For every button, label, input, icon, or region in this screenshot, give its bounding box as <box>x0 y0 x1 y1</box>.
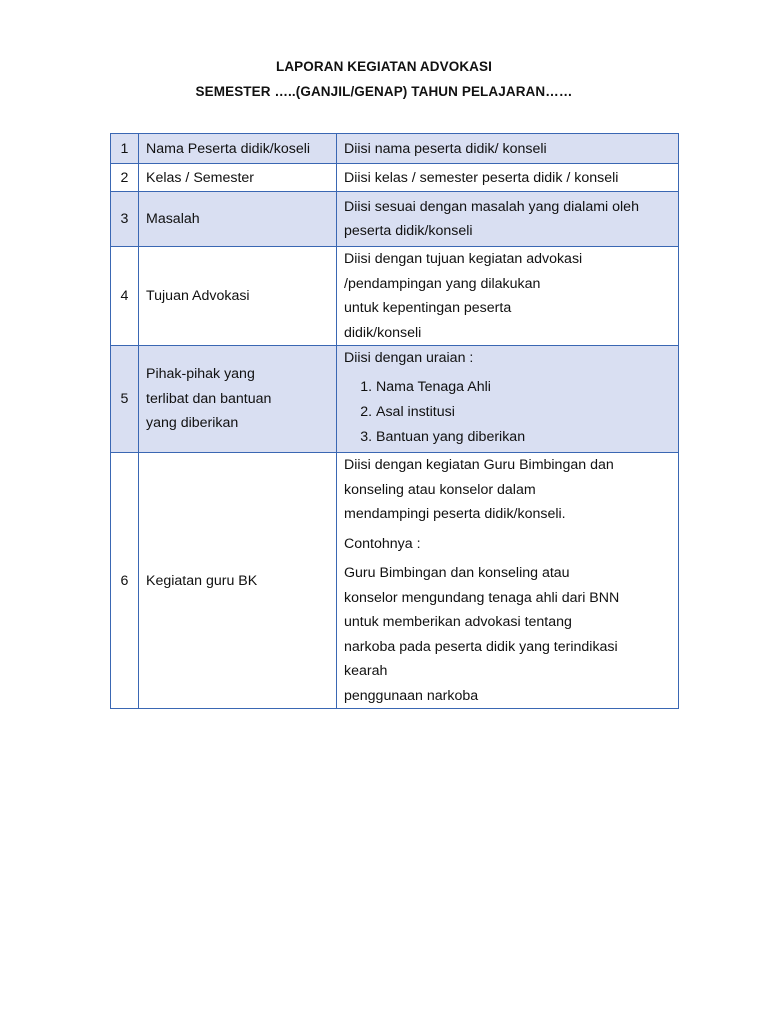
row-number: 3 <box>111 192 139 247</box>
value-line: mendampingi peserta didik/konseli. <box>344 506 566 522</box>
value-line: Diisi dengan tujuan kegiatan advokasi <box>344 251 583 267</box>
value-line: konseling atau konselor dalam <box>344 481 536 498</box>
field-label-kelas: Kelas / Semester <box>139 164 337 192</box>
field-value-kegiatan <box>337 453 679 709</box>
list-item: 3. Bantuan yang diberikan <box>376 425 674 450</box>
value-line: narkoba pada peserta didik yang terindikasi <box>344 638 618 655</box>
row-number: 4 <box>111 247 139 346</box>
field-value-kelas: Diisi kelas / semester peserta didik / konseli <box>337 164 679 192</box>
document-title: LAPORAN KEGIATAN ADVOKASI <box>275 59 492 74</box>
value-line: untuk kepentingan peserta <box>344 300 512 316</box>
table-row-5 <box>111 346 679 453</box>
table-row-4 <box>111 247 679 346</box>
field-value-nama: Diisi nama peserta didik/ konseli <box>337 134 679 164</box>
field-label-pihak <box>139 346 337 453</box>
label-line: yang diberikan <box>146 415 239 432</box>
field-label-tujuan: Tujuan Advokasi <box>139 247 337 346</box>
field-value-tujuan <box>337 247 679 346</box>
field-value-masalah <box>337 192 679 247</box>
value-line: kearah <box>344 663 388 679</box>
field-label-masalah: Masalah <box>139 192 337 247</box>
list-item: 2. Asal institusi <box>376 400 674 425</box>
numbered-list <box>344 375 674 450</box>
table-row-1 <box>111 134 679 164</box>
table-row-3 <box>111 192 679 247</box>
value-line: konselor mengundang tenaga ahli dari BNN <box>344 589 620 606</box>
value-line: didik/konseli <box>344 324 422 341</box>
row-number: 1 <box>111 134 139 164</box>
row-number: 2 <box>111 164 139 192</box>
value-line: penggunaan narkoba <box>344 687 479 704</box>
value-line: Diisi sesuai dengan masalah yang dialami oleh <box>344 198 639 215</box>
label-line: terlibat dan bantuan <box>146 390 272 407</box>
table-row-2 <box>111 164 679 192</box>
value-intro: Diisi dengan uraian : <box>344 350 474 366</box>
value-line: Contohnya : <box>344 535 421 552</box>
value-line: Diisi dengan kegiatan Guru Bimbingan dan <box>344 457 614 473</box>
row-number: 5 <box>111 346 139 453</box>
value-line: Guru Bimbingan dan konseling atau <box>344 565 570 581</box>
value-line: untuk memberikan advokasi tentang <box>344 614 572 630</box>
document-subtitle: SEMESTER …..(GANJIL/GENAP) TAHUN PELAJARAN…… <box>195 84 573 99</box>
row-number: 6 <box>111 453 139 709</box>
label-line: Pihak-pihak yang <box>146 366 255 383</box>
value-line: peserta didik/konseli <box>344 223 473 239</box>
value-line: /pendampingan yang dilakukan <box>344 275 541 292</box>
table-row-6 <box>111 453 679 709</box>
field-label-kegiatan: Kegiatan guru BK <box>139 453 337 709</box>
field-value-pihak <box>337 346 679 453</box>
report-table <box>110 133 679 709</box>
field-label-nama: Nama Peserta didik/koseli <box>139 134 337 164</box>
list-item: 1. Nama Tenaga Ahli <box>376 375 674 400</box>
